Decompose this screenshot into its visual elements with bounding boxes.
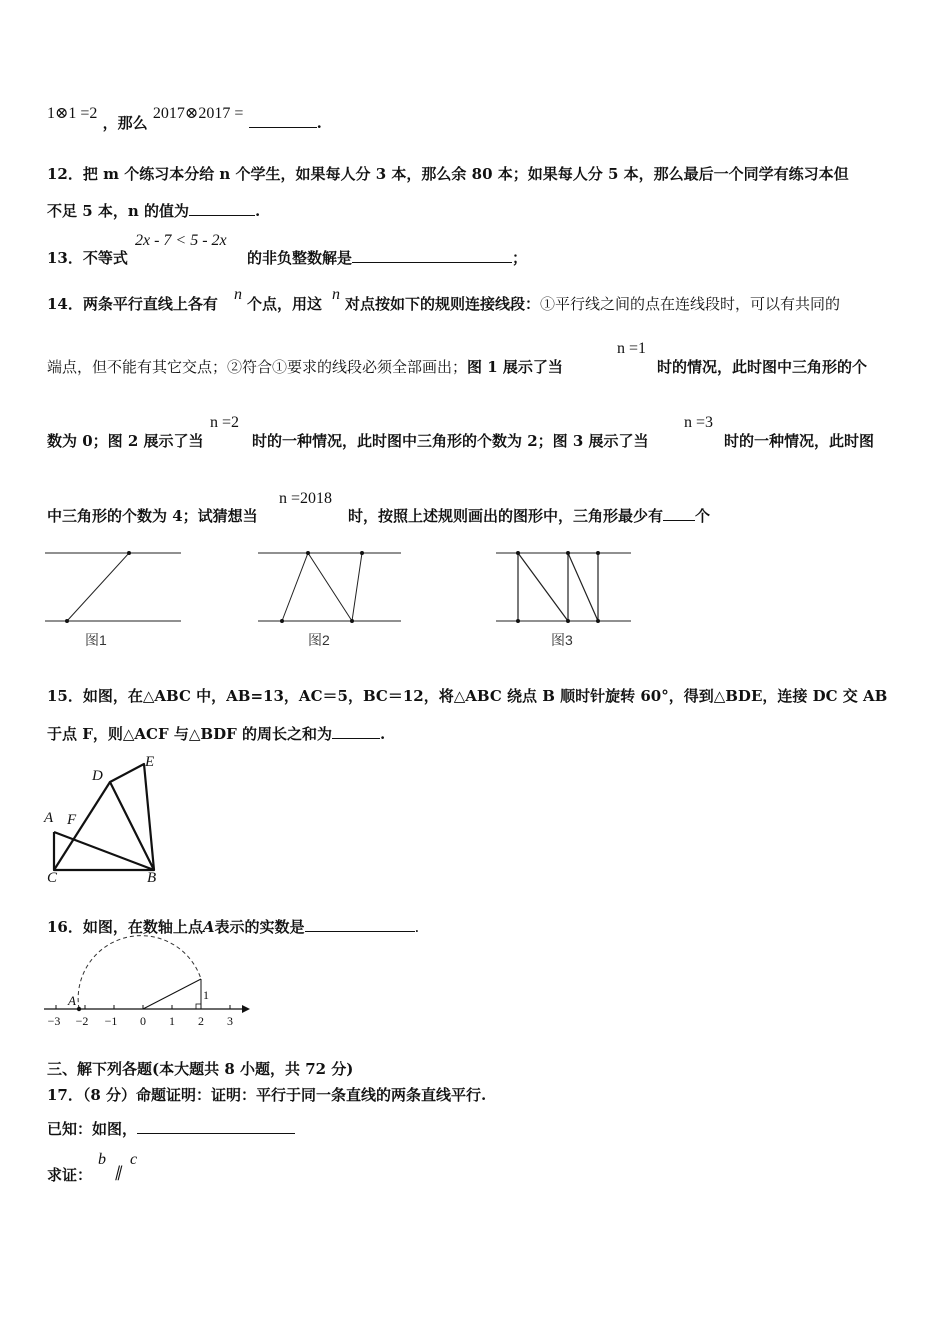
q16-line-b: 表示的实数是 — [214, 918, 305, 936]
q16-tick-label: −2 — [75, 1014, 89, 1028]
q14-l3c: 时的一种情况，此时图 — [724, 432, 875, 450]
q13-line — [47, 247, 128, 268]
fig3-point — [516, 619, 520, 623]
q11-expr1: 1⊗1 =2 — [47, 105, 98, 122]
q14-line2 — [47, 356, 563, 377]
q14-n2: n — [332, 286, 340, 303]
fig2-point — [280, 619, 284, 623]
q16-tick-label: −3 — [47, 1014, 61, 1028]
q11-end: . — [316, 114, 322, 132]
q14-n1: n — [234, 286, 242, 303]
q17-b: b — [98, 1151, 106, 1168]
q16-right-angle-mark — [196, 1004, 201, 1009]
fig2-point — [350, 619, 354, 623]
q17-given-line — [47, 1118, 295, 1139]
fig2-point — [360, 551, 364, 555]
fig3-segments — [518, 553, 598, 621]
q11-then: ，那么 — [102, 114, 148, 132]
q17-prove-line — [47, 1164, 92, 1185]
q15-line2-text: 于点 F，则△ACF 与△BDF 的周长之和为 — [47, 725, 332, 743]
q14-line2-c — [657, 356, 867, 377]
q16-dashed-arc — [78, 936, 201, 1009]
q14-l4b: 时，按照上述规则画出的图形中，三角形最少有 — [348, 507, 664, 525]
q16-number-line-figure — [40, 945, 260, 1030]
fig3-point — [596, 551, 600, 555]
q13-inequality: 2x - 7 < 5 - 2x — [135, 232, 227, 249]
q14-l1c: 对点按如下的规则连接线段： — [345, 295, 541, 313]
fig1-point — [65, 619, 69, 623]
q14-l1a: 14．两条平行直线上各有 — [47, 295, 218, 313]
q16-point-a: A — [202, 918, 215, 936]
q12-answer-blank[interactable] — [189, 201, 255, 216]
q16-tick-label: 3 — [227, 1014, 233, 1028]
fig3-point — [596, 619, 600, 623]
q17-line1: 17．（8 分）命题证明：证明：平行于同一条直线的两条直线平行. — [47, 1086, 487, 1104]
q16-point-a-dot — [77, 1007, 81, 1011]
q16-point-label: A — [68, 993, 76, 1008]
q16-end: . — [414, 918, 420, 936]
fig1-label: 图1 — [85, 632, 107, 648]
q15-triangle-bde — [110, 764, 154, 870]
q16-tick-label: −1 — [104, 1014, 118, 1028]
q14-figure-3 — [496, 545, 636, 650]
fig1-point — [127, 551, 131, 555]
fig3-label: 图3 — [551, 632, 573, 648]
q13-line-suffix — [247, 247, 527, 268]
fig2-segments — [282, 553, 362, 621]
q17-given-blank[interactable] — [137, 1119, 295, 1134]
q15-label-b: B — [147, 870, 157, 886]
q14-l4a: 中三角形的个数为 4；试猜想当 — [47, 507, 258, 525]
q16-line — [47, 916, 419, 937]
q14-line3-b — [252, 430, 649, 451]
fig3-point — [516, 551, 520, 555]
q14-eq2: n =2 — [210, 414, 240, 431]
q14-figure-1 — [45, 545, 185, 650]
q14-answer-blank[interactable] — [663, 506, 695, 521]
q14-l1d: ①平行线之间的点在连线段时，可以有共同的 — [540, 295, 841, 313]
q14-l2a: 端点，但不能有其它交点；②符合①要求的线段必须全部画出； — [47, 358, 468, 376]
q14-figure-2 — [258, 545, 408, 650]
q14-l2c: 时的情况，此时图中三角形的个 — [657, 358, 868, 376]
fig3-point — [566, 619, 570, 623]
q15-figure — [40, 752, 170, 887]
q15-label-d: D — [92, 768, 103, 784]
q14-l1b: 个点，用这 — [247, 295, 323, 313]
q16-hypotenuse — [143, 979, 201, 1009]
q14-eq1: n =1 — [617, 340, 647, 357]
q15-label-e: E — [145, 754, 155, 770]
q14-line1-b — [247, 293, 322, 314]
q14-line3 — [47, 430, 204, 451]
fig2-label: 图2 — [308, 632, 330, 648]
q15-end: . — [379, 725, 386, 743]
q14-eq4: n =2018 — [279, 490, 333, 507]
q14-line4 — [47, 505, 258, 526]
q16-line-a: 16．如图，在数轴上点 — [47, 918, 203, 936]
q14-eq3: n =3 — [684, 414, 714, 431]
q13-answer-blank[interactable] — [352, 248, 512, 263]
q17-given: 已知：如图， — [47, 1120, 138, 1138]
q16-tick-label: 0 — [140, 1014, 146, 1028]
section3-title: 三、解下列各题(本大题共 8 小题，共 72 分) — [47, 1060, 354, 1078]
fig1-segment — [67, 553, 129, 621]
q12-line1: 12．把 m 个练习本分给 n 个学生，如果每人分 3 本，那么余 80 本；如果每人分 5 本，那么最后一个同学有练习本但 — [47, 165, 849, 183]
q14-l3b: 时的一种情况，此时图中三角形的个数为 2；图 3 展示了当 — [252, 432, 649, 450]
q15-segment-dc — [54, 782, 110, 870]
q11-tail-line — [47, 102, 322, 132]
q16-answer-blank[interactable] — [305, 917, 415, 932]
q16-tick-label: 1 — [169, 1014, 175, 1028]
q14-line1-c — [345, 293, 840, 314]
q16-axis-arrow — [242, 1005, 250, 1013]
q15-label-a: A — [44, 810, 54, 826]
q15-label-c: C — [47, 870, 58, 886]
q15-line2 — [47, 723, 385, 744]
q14-line4-b — [348, 505, 710, 526]
q15-label-f: F — [67, 812, 77, 828]
q17-prove: 求证： — [47, 1166, 93, 1184]
q17-parallel: ∥ — [114, 1165, 122, 1181]
q12-end: . — [255, 202, 261, 220]
q14-line1 — [47, 293, 218, 314]
q14-l3a: 数为 0；图 2 展示了当 — [47, 432, 204, 450]
q17-c: c — [130, 1151, 138, 1168]
q15-answer-blank[interactable] — [332, 724, 380, 739]
q15-line1: 15．如图，在△ABC 中，AB=13，AC＝5，BC＝12，将△ABC 绕点 B 顺时针旋转 60°，得到△BDE，连接 DC 交 AB — [47, 687, 888, 705]
fig3-point — [566, 551, 570, 555]
q13-suffix: 的非负整数解是 — [247, 249, 353, 267]
q16-tick-label: 2 — [198, 1014, 204, 1028]
fig2-point — [306, 551, 310, 555]
q11-expr2: 2017⊗2017 = — [152, 105, 244, 122]
q13-end: ； — [512, 249, 528, 267]
q12-line2 — [47, 200, 260, 221]
q11-answer-blank[interactable] — [249, 113, 317, 128]
q16-height-label: 1 — [203, 988, 209, 1002]
q14-l4c: 个 — [695, 507, 711, 525]
q12-line2-text: 不足 5 本，n 的值为 — [47, 202, 190, 220]
q14-l2b: 图 1 展示了当 — [467, 358, 563, 376]
q14-line3-c — [724, 430, 874, 451]
q13-prefix: 13．不等式 — [47, 249, 128, 267]
